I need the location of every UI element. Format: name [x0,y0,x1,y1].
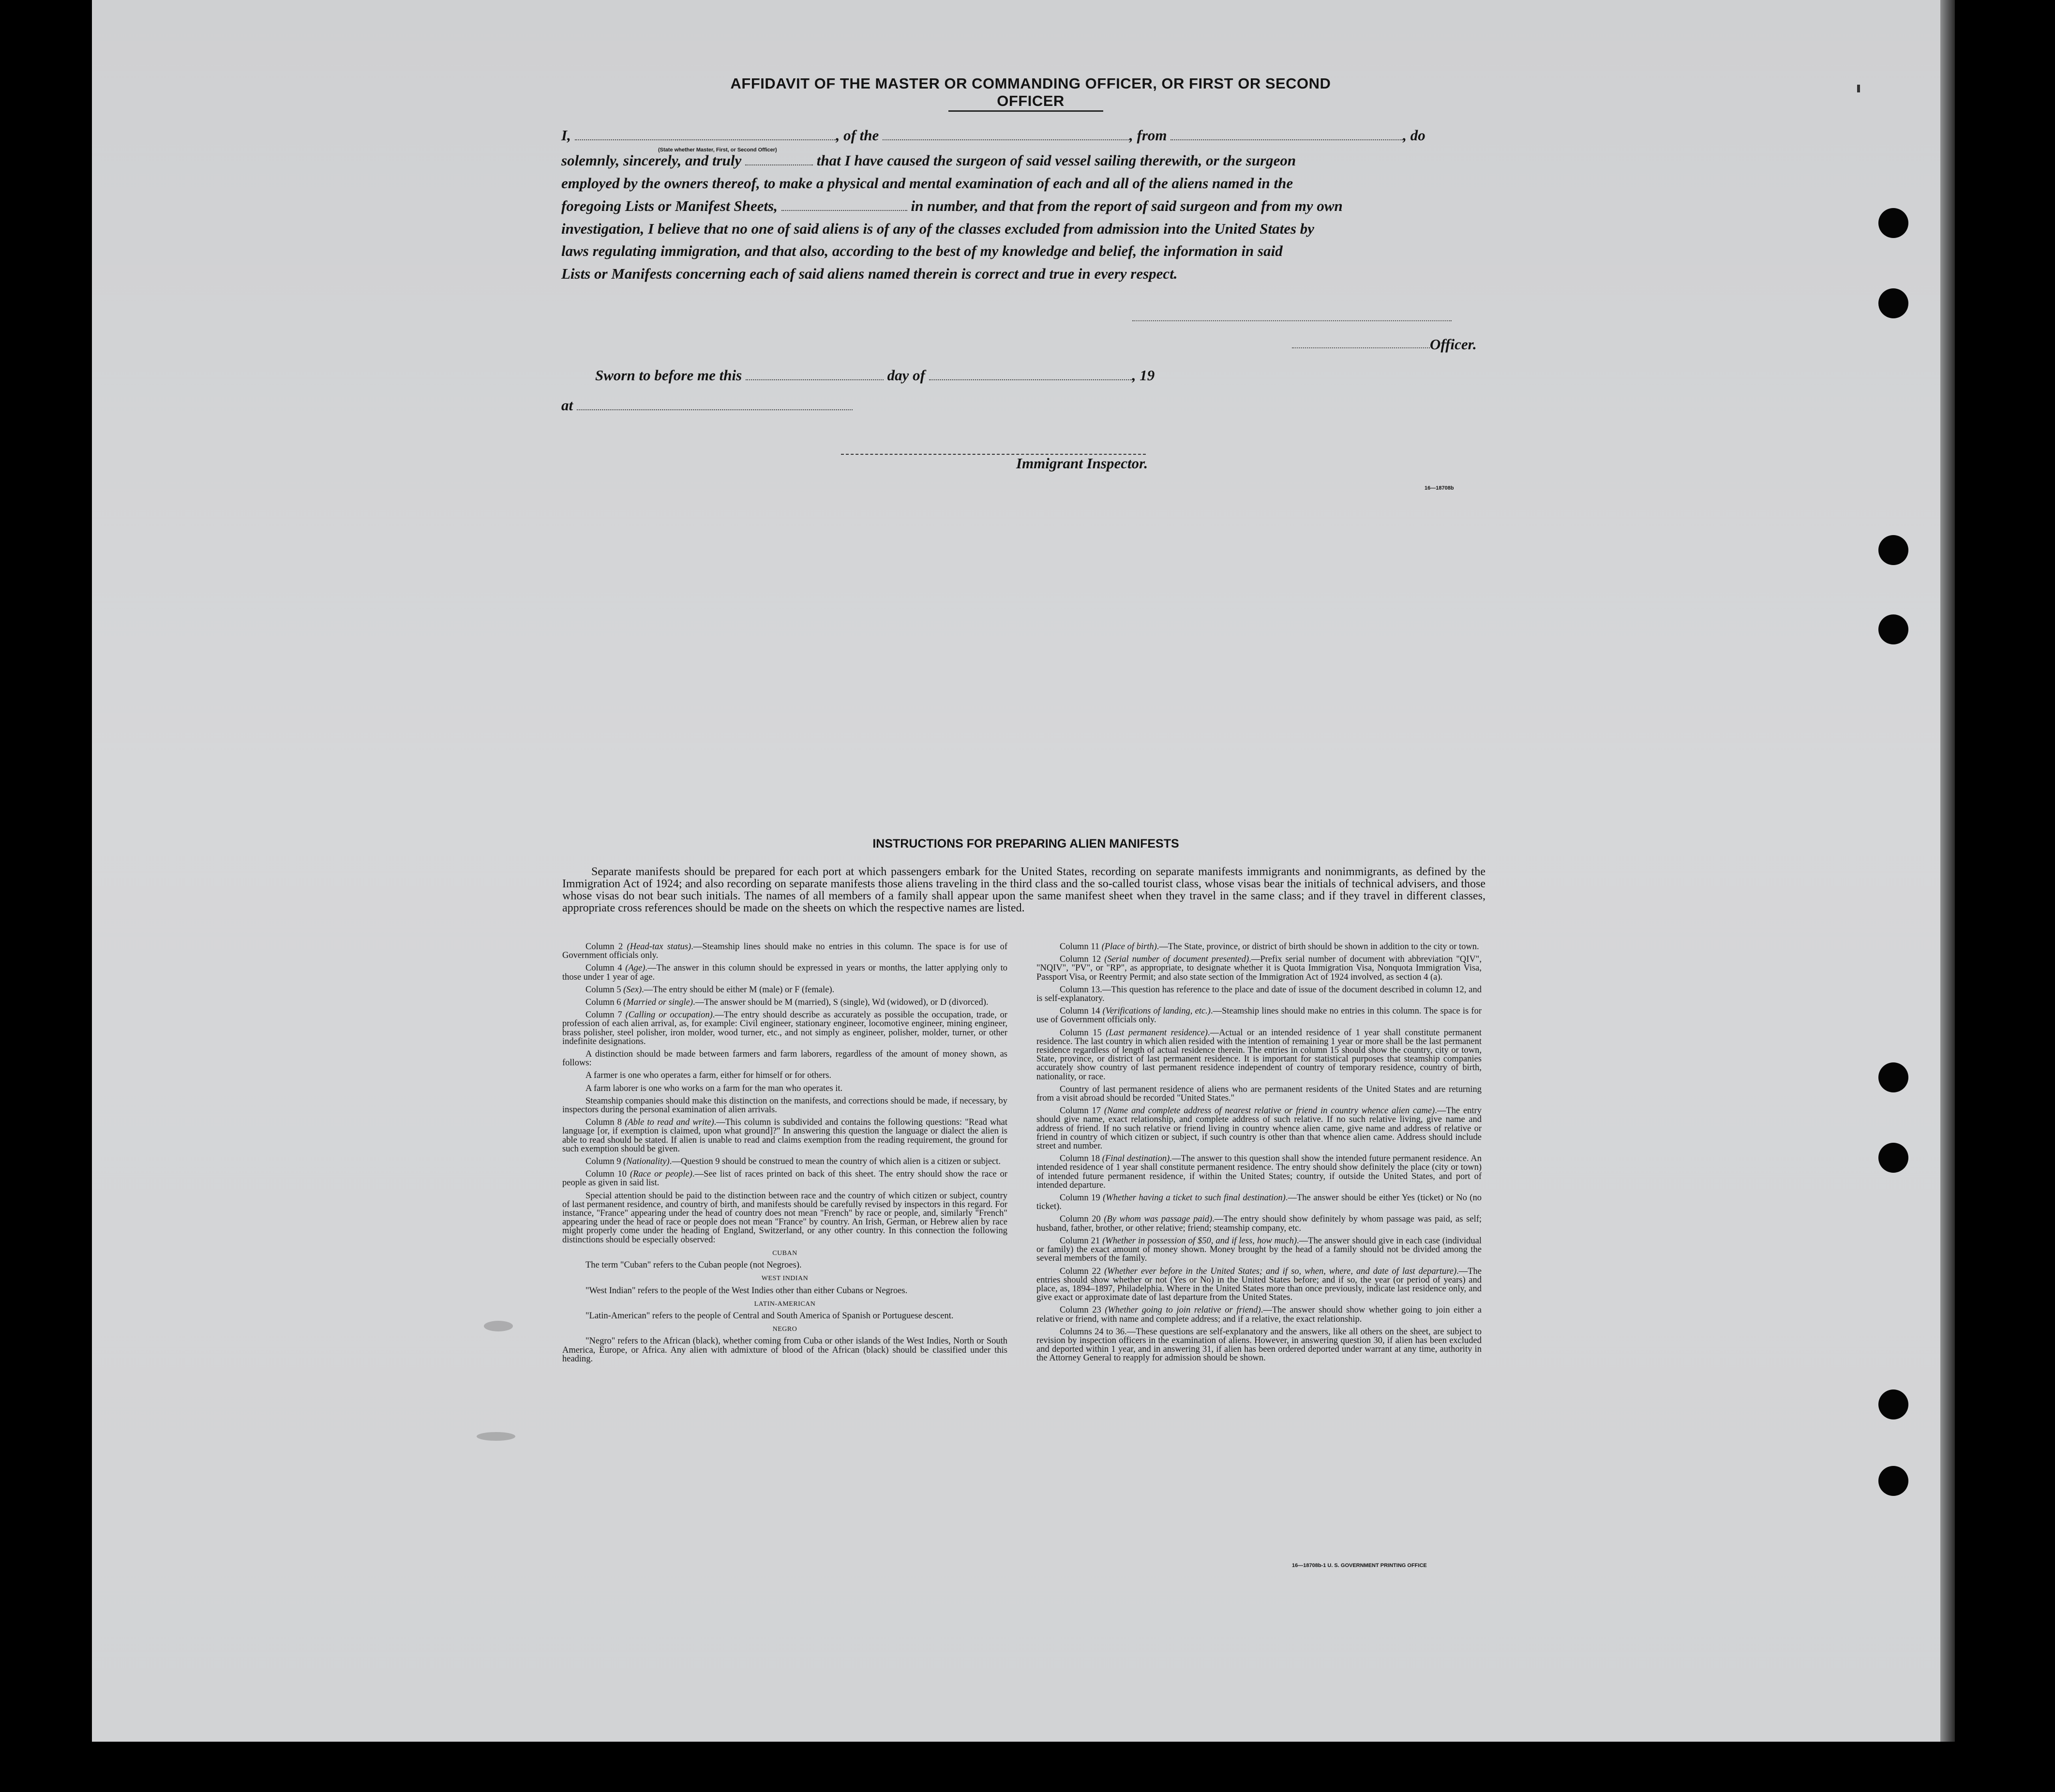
vessel-name-blank[interactable] [883,137,1129,140]
punch-hole [1878,1143,1908,1173]
line2-b: that I have caused the surgeon of said vessel sailing therewith, or the surgeon [816,152,1296,169]
right-paragraph [1036,1029,1482,1081]
left-paragraph [562,1084,1007,1093]
line1-of-the: , of the [836,127,879,144]
paragraph-text: .—The answer in this column should be expressed in years or months, the latter applying only to those under 1 year of age. [562,963,1007,982]
paragraph-text: .—Steamship lines should make no entries in this column. The space is for use of Government officials only. [1036,1006,1482,1025]
column-ref: Column 22 [1060,1266,1105,1276]
column-name: (Race or people) [630,1169,692,1180]
paragraph-text: The term "Cuban" refers to the Cuban people (not Negroes). [585,1260,802,1270]
column-name: (Final destination) [1102,1154,1170,1164]
right-paragraph [1036,955,1482,982]
left-paragraph [562,1097,1007,1114]
sworn-month-blank[interactable] [929,377,1132,380]
cuban-heading: CUBAN [772,1249,797,1257]
number-of-sheets-blank[interactable] [781,208,907,211]
ink-smudge [477,1432,515,1441]
column-ref: Column 13 [1060,985,1100,995]
officer-label: Officer. [1430,336,1477,353]
paragraph-text: .—The entry should be either M (male) or F (female). [642,985,835,995]
column-name: (Serial number of document presented) [1104,955,1249,965]
paragraph-text: A farm laborer is one who works on a farm for the man who operates it. [585,1083,843,1093]
column-ref: Column 14 [1060,1006,1103,1016]
at-label: at [561,397,573,414]
column-ref: Column 11 [1060,942,1102,952]
column-name: (By whom was passage paid) [1104,1214,1213,1225]
column-name: (Whether ever before in the United States; and if so, when, where, and date of last departure) [1104,1266,1457,1276]
line2-a: solemnly, sincerely, and truly [561,152,742,169]
form-number: 16—18708b [1425,485,1454,491]
column-name: (Head-tax status) [627,942,691,952]
column-ref: Column 15 [1060,1028,1106,1038]
column-ref: Column 18 [1060,1154,1102,1164]
column-ref: Column 2 [585,942,627,952]
paragraph-text: Country of last permanent residence of aliens who are permanent residents of the United States and are returning from a visit abroad should be recorded "United States." [1036,1084,1482,1104]
printing-office-note: 16—18708b-1 U. S. GOVERNMENT PRINTING OFFICE [1292,1563,1427,1568]
column-name: (Able to read and write) [625,1118,714,1128]
column-ref: Column 17 [1060,1106,1104,1116]
negro-heading: NEGRO [772,1326,797,1333]
inspector-label: Immigrant Inspector. [1016,455,1148,472]
right-paragraph [1036,1194,1482,1211]
paragraph-text: .—This question has reference to the place and date of issue of the document described in column 12, and is self-explanatory. [1036,985,1482,1004]
paragraph-text: Special attention should be paid to the distinction between race and the country of which citizen or subject, country of last permanent residence, and country of birth, and manifests should be carefully revised by inspectors in this regard. For instance, "France" appearing under the head of country does not mean "French" by race or people, and, similarly "French" appearing under the head of race or people does not mean "France" by country. An Irish, German, or Hebrew alien by race might properly come under the heading of England, Switzerland, or any other country. In this connection the following distinctions should be especially observed: [562,1191,1007,1245]
left-paragraph [562,1050,1007,1067]
paragraph-text: .—Question 9 should be construed to mean the country of which alien is a citizen or subject. [669,1157,1001,1167]
column-ref: Column 19 [1060,1193,1103,1203]
latin-american-paragraph [562,1312,1007,1320]
right-paragraph [1036,1007,1482,1024]
column-name: (Whether having a ticket to such final destination) [1103,1193,1286,1203]
affidavit-line-4 [561,197,1485,215]
column-name: (Whether in possession of $50, and if less, how much) [1102,1236,1297,1246]
paragraph-text: .—The entry should give name, exact relationship, and complete address of such relative. If no such relative living, give name and address of friend. If no such relative or friend living in country whence alien came, give name and address of relative or friend in country of which citizen or subject, if such country is other than that whence alien came. Address should include street and number. [1036,1106,1482,1151]
paragraph-text: .—Steamship lines should make no entries in this column. The space is for use of Government officials only. [562,942,1007,961]
paragraph-text: .—Prefix serial number of document with abbreviation "QIV", "NQIV", "PV", or "RP", as appropriate, to designate whether it is Quota Immigration Visa, Nonquota Immigration Visa, Passport Visa, or Reentry Permit; and also state section of the Immigration Act of 1924 involved, as section 4 (a). [1036,955,1482,982]
column-name: (Married or single) [623,998,693,1008]
column-ref: Column 5 [585,985,624,995]
instructions-title: INSTRUCTIONS FOR PREPARING ALIEN MANIFESTS [872,837,1179,851]
column-name: (Calling or occupation) [625,1010,713,1020]
column-ref: Column 12 [1060,955,1105,965]
sworn-c: , 19 [1132,367,1155,384]
ink-smudge [484,1321,513,1331]
paragraph-text: A farmer is one who operates a farm, either for himself or for others. [585,1071,832,1081]
left-paragraph [562,986,1007,994]
column-name: (Verifications of landing, etc.) [1102,1006,1211,1016]
column-ref: Column 9 [585,1157,624,1167]
officer-signature-line[interactable] [1132,320,1452,321]
right-paragraph [1036,1106,1482,1150]
left-paragraph [562,1192,1007,1244]
sworn-a: Sworn to before me this [595,367,742,384]
affidavit-line-7: Lists or Manifests concerning each of said aliens named therein is correct and true in every respect. [561,265,1178,282]
officer-caption: (State whether Master, First, or Second Officer) [658,147,777,153]
column-ref: Column 10 [585,1169,630,1180]
officer-name-line[interactable] [1292,347,1430,348]
paragraph-text: .—See list of races printed on back of this sheet. The entry should show the race or people as given in said list. [562,1169,1008,1188]
instructions-right-column [1036,942,1482,1367]
paragraph-text: .—This column is subdivided and contains the following questions: "Read what language [or, if exemption is claimed, upon what ground]?" In answering this question the language or dialect the alien is able to read should be stated. If alien is unable to read and claims exemption from the reading requirement, the ground for such exemption should be given. [562,1118,1007,1154]
latin-american-heading: LATIN-AMERICAN [754,1300,816,1308]
column-name: (Nationality) [623,1157,670,1167]
left-paragraph [562,1071,1007,1080]
paragraph-text: .—The answer should show whether going to join either a relative or friend, with name and complete address; and if a relative, the exact relationship. [1036,1305,1482,1324]
scan-edge [1940,0,1955,1742]
column-name: (Age) [625,963,645,973]
paragraph-text: "Negro" refers to the African (black), whether coming from Cuba or other islands of the West Indies, North or South America, Europe, or Africa. Any alien with admixture of blood of the African (black) should be classified under this heading. [562,1336,1007,1364]
paragraph-text: .—The State, province, or district of birth should be shown in addition to the city or town. [1156,942,1479,952]
punch-hole [1878,288,1908,318]
paragraph-text: .—The answer should be either Yes (ticket) or No (no ticket). [1036,1193,1482,1212]
paragraph-text: Steamship companies should make this distinction on the manifests, and corrections should be made, if necessary, by inspectors during the personal examination of alien arrivals. [562,1096,1007,1115]
instructions-left-column [562,942,1007,1367]
paragraph-text: "West Indian" refers to the people of the West Indies other than either Cubans or Negroes. [585,1285,908,1296]
column-name: (Sex) [623,985,642,995]
column-ref: Column 4 [585,963,626,973]
right-paragraph [1036,1154,1482,1190]
sworn-line [595,367,1519,384]
paragraph-text: .—The answer to this question shall show the intended future permanent residence. An intended residence of 1 year shall constitute permanent residence. The entry should show definitely the place (city or town) of intended future permanent residence, if within the United States; country, if outside the United States, and port of intended departure. [1036,1154,1482,1190]
column-name: (Name and complete address of nearest relative or friend in country whence alien came) [1104,1106,1435,1116]
column-ref: Column 20 [1060,1214,1104,1225]
west-indian-heading: WEST INDIAN [761,1275,809,1283]
affidavit-title: AFFIDAVIT OF THE MASTER OR COMMANDING OFFICER, OR FIRST OR SECOND OFFICER [730,75,1331,109]
west-indian-paragraph [562,1286,1007,1295]
line1-do: , do [1403,127,1425,144]
punch-hole [1878,614,1908,644]
paragraph-text: .—The answer should give in each case (individual or family) the exact amount of money shown. Money brought by the head of a family should not be divided among the several members of the family. [1036,1236,1482,1264]
column-name: (Whether going to join relative or friend) [1105,1305,1261,1315]
left-paragraph [562,1170,1007,1187]
left-paragraph [562,1157,1007,1166]
instructions-intro: Separate manifests should be prepared for each port at which passengers embark for the United States, recording on separate manifests immigrants and nonimmigrants, as defined by the Immigration Act of 1924; and also recording on separate manifests those aliens traveling in the third class and the so-called tourist class, whose visas bear the initials of technical advisers, and those whose visas do not bear such initials. The names of all members of a family shall appear upon the same manifest sheet when they travel in the same class; and if they travel in different classes, appropriate cross references should be made on the sheets on which the respective names are listed. [562,866,1485,914]
at-line [561,397,1485,414]
left-paragraph [562,1011,1007,1046]
right-paragraph [1036,986,1482,1003]
right-paragraph [1036,1306,1482,1323]
line4-a: foregoing Lists or Manifest Sheets, [561,197,778,214]
right-paragraph [1036,1085,1482,1103]
paragraph-text: .—Actual or an intended residence of 1 year shall constitute permanent residence. The last country in which alien resided with the intention of remaining 1 year or more shall be the last permanent residence regardless of length of actual residence therein. The entries in column 15 should show the country, city or town, State, province, or district of last permanent residence. It is important for statistical purposes that steamship companies accurately show country of last permanent residence independent of country of temporary residence, country of birth, nationality, or race. [1036,1028,1482,1082]
punch-hole [1878,208,1908,238]
left-paragraph [562,964,1007,981]
column-ref: Column 21 [1060,1236,1103,1246]
left-paragraph [562,1118,1007,1153]
scan-mark [1857,85,1860,92]
paragraph-text: Columns 24 to 36.—These questions are self-explanatory and the answers, like all others on the sheet, are subject to revision by inspection officers in the examination of aliens. However, in answering question 30, if alien has been excluded and deported within 1 year, and in answering 31, if alien has been ordered deported under warrant at any time, authority in the Attorney General to reapply for admission should be shown. [1036,1327,1482,1363]
negro-paragraph [562,1337,1007,1363]
punch-hole [1878,535,1908,565]
column-name: (Last permanent residence) [1106,1028,1208,1038]
column-ref: Column 6 [585,998,624,1008]
oath-blank[interactable] [745,163,813,165]
column-name: (Place of birth) [1101,942,1157,952]
line1-i: I, [561,127,571,144]
officer-title-blank[interactable] [575,137,836,140]
paragraph-text: .—The entry should show definitely by whom passage was paid, as self; husband, father, brother, or other relative; friend; steamship company, etc. [1036,1214,1482,1233]
affidavit-line-6: laws regulating immigration, and that also, according to the best of my knowledge and belief, the information in said [561,242,1283,259]
line1-from: , from [1129,127,1167,144]
line4-b: in number, and that from the report of said surgeon and from my own [911,197,1343,214]
affidavit-line-5: investigation, I believe that no one of said aliens is of any of the classes excluded from admission into the United States by [561,220,1315,237]
punch-hole [1878,1466,1908,1496]
paragraph-text: A distinction should be made between farmers and farm laborers, regardless of the amount of money shown, as follows: [562,1049,1007,1068]
right-paragraph [1036,942,1482,951]
right-paragraph [1036,1237,1482,1263]
cuban-paragraph [562,1261,1007,1269]
affidavit-line-3: employed by the owners thereof, to make a physical and mental examination of each and all of the aliens named in the [561,175,1293,192]
column-ref: Column 8 [585,1118,625,1128]
title-rule [948,110,1103,112]
paragraph-text: .—The entry should describe as accurately as possible the occupation, trade, or profession of each alien arrival, as, for example: Civil engineer, stationary engineer, locomotive engineer, mining engineer, brass polisher, steel polisher, iron molder, wood turner, etc., and not simply as engineer, polisher, molder, turner, or other indefinite designations. [562,1010,1007,1046]
paragraph-text: .—The answer should be M (married), S (single), Wd (widowed), or D (divorced). [693,998,989,1008]
left-paragraph [562,942,1007,960]
paragraph-text: .—The entries should show whether or not (Yes or No) in the United States before; and if so, the year (or period of years) and place, as, 1894–1897, Philadelphia. Where in the United States more than once previously, indicate last residence only, and give exact or approximate date of last departure from the United States. [1036,1266,1482,1303]
paragraph-text: "Latin-American" refers to the people of Central and South America of Spanish or Portuguese descent. [585,1311,954,1321]
sworn-day-blank[interactable] [746,377,884,380]
left-paragraph [562,998,1007,1007]
affidavit-line-1 [561,127,1485,144]
right-paragraph [1036,1328,1482,1363]
port-blank[interactable] [1170,137,1403,140]
column-ref: Column 7 [585,1010,626,1020]
right-paragraph [1036,1267,1482,1302]
affidavit-line-2 [561,152,1485,169]
column-ref: Column 23 [1060,1305,1105,1315]
right-paragraph [1036,1215,1482,1232]
punch-hole [1878,1389,1908,1419]
place-blank[interactable] [577,407,853,410]
punch-hole [1878,1062,1908,1092]
sworn-b: day of [887,367,925,384]
